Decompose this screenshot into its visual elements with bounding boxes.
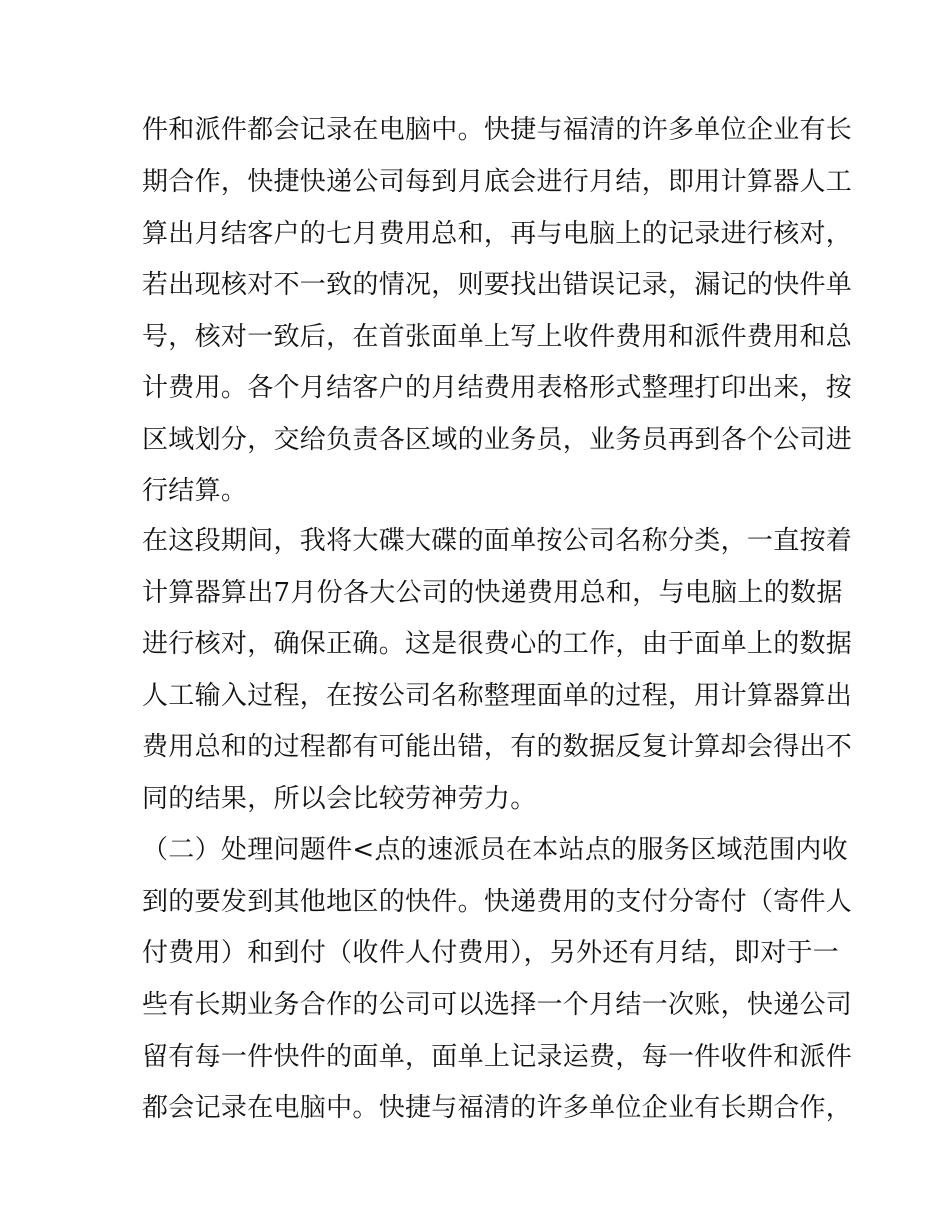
text-line: 同的结果，所以会比较劳神劳力。 <box>142 784 537 814</box>
text-line: 若出现核对不一致的情况，则要找出错误记录，漏记的快件单 <box>142 270 853 300</box>
text-line: （二）处理问题件<点的速派员在本站点的服务区域范围内收 <box>142 835 848 865</box>
text-line: 件和派件都会记录在电脑中。快捷与福清的许多单位企业有长 <box>142 115 853 145</box>
text-line: 人工输入过程，在按公司名称整理面单的过程，用计算器算出 <box>142 681 853 711</box>
text-line: 些有长期业务合作的公司可以选择一个月结一次账，快递公司 <box>142 990 853 1020</box>
text-line: 进行核对，确保正确。这是很费心的工作，由于面单上的数据 <box>142 629 853 659</box>
text-line: 到的要发到其他地区的快件。快递费用的支付分寄付（寄件人 <box>142 887 853 917</box>
text-line: 付费用）和到付（收件人付费用），另外还有月结，即对于一 <box>142 938 840 968</box>
text-line: 留有每一件快件的面单，面单上记录运费，每一件收件和派件 <box>142 1042 853 1072</box>
text-line: 期合作，快捷快递公司每到月底会进行月结，即用计算器人工 <box>142 167 853 197</box>
text-line: 计费用。各个月结客户的月结费用表格形式整理打印出来，按 <box>142 373 853 403</box>
text-line: 费用总和的过程都有可能出错，有的数据反复计算却会得出不 <box>142 732 853 762</box>
text-line: 计算器算出7月份各大公司的快递费用总和，与电脑上的数据 <box>142 578 843 608</box>
text-line: 行结算。 <box>142 476 248 506</box>
text-line: 都会记录在电脑中。快捷与福清的许多单位企业有长期合作， <box>142 1093 853 1123</box>
text-line: 在这段期间，我将大碟大碟的面单按公司名称分类，一直按着 <box>142 526 853 556</box>
text-line: 区域划分，交给负责各区域的业务员，业务员再到各个公司进 <box>142 425 853 455</box>
text-line: 算出月结客户的七月费用总和，再与电脑上的记录进行核对， <box>142 219 853 249</box>
text-line: 号，核对一致后，在首张面单上写上收件费用和派件费用和总 <box>142 322 853 352</box>
